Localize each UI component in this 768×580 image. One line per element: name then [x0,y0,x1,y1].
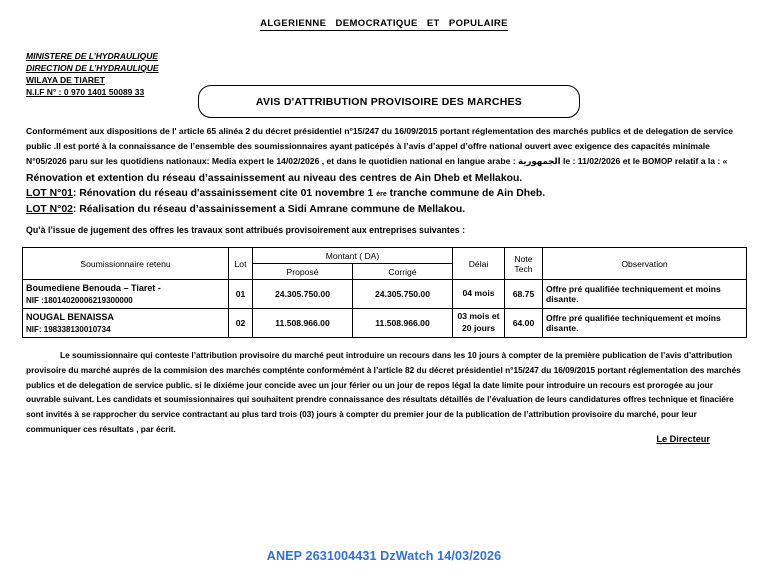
letterhead-wilaya: WILAYA DE TIARET [26,75,105,86]
th-propose: Proposé [253,264,353,280]
lot-text-1b: tranche commune de Ain Dheb. [386,188,546,199]
lot-item-2 [26,202,742,218]
row2-company-nif: NIF: 198338130010734 [26,324,111,334]
lot-text-1a: : Rénovation du réseau d'assainissement cite 01 novembre 1 [72,188,377,199]
cell-corrige: 11.508.966.00 [353,309,453,338]
table-lead-in: Qu’à l’issue de jugement des offres les travaux sont attribués provisoirement aux entreprises suivantes : [26,225,466,235]
intro-part3: relatif a la : « [672,156,728,167]
letterhead-nif: N.I.F N° : 0 970 1401 50089 33 [26,87,145,98]
th-corrige: Corrigé [353,264,453,280]
title-box [198,85,580,118]
row1-company-nif: NIF :18014020006219300000 [26,295,133,305]
th-observation: Observation [543,248,747,280]
th-lot: Lot [229,248,253,280]
cell-propose: 11.508.966.00 [253,309,353,338]
row2-delai-line2: 20 jours [462,323,495,333]
anep-footer: ANEP 2631004431 DzWatch 14/03/2026 [266,549,502,563]
lot-text-2a: : Réalisation du réseau d’assainissement a Sidi Amrane commune de Mellakou. [72,203,466,215]
letterhead-ministry: MINISTERE DE L’HYDRAULIQUE [26,51,159,61]
awards-table [22,247,747,338]
cell-soumissionnaire [23,309,229,338]
row1-delai-line1: 04 mois [462,288,495,299]
cell-note: 64.00 [505,309,543,338]
cell-note: 68.75 [505,280,543,309]
cell-lot: 01 [229,280,253,309]
letterhead [26,50,159,98]
lot-sup-1: ére [376,191,387,198]
cell-delai [453,280,505,309]
lot-label-1: LOT N°01 [26,188,73,199]
cell-delai [453,309,505,338]
table-row [23,309,747,338]
th-note-line1: Note [514,253,533,264]
cell-corrige: 24.305.750.00 [353,280,453,309]
cell-soumissionnaire [23,280,229,309]
lot-item-1 [26,186,742,202]
row2-delai-line1: 03 mois et [457,311,500,322]
nation-header [0,0,768,29]
th-delai: Délai [453,248,505,280]
page-title: AVIS D'ATTRIBUTION PROVISOIRE DES MARCHES [255,95,523,108]
intro-arabic-text: الجمهورية [518,157,561,168]
th-montant: Montant ( DA) [253,248,453,264]
nation-header-text: ALGERIENNE DEMOCRATIQUE ET POPULAIRE [260,18,508,29]
intro-part2: le : 11/02/2026 et le [560,156,643,167]
intro-part1: Conformément aux dispositions de l' article 65 alinéa 2 du décret présidentiel n°15/247 du 16/09/2015 portant réglementation des marchés publics et de delegation de service public .Il est porté à la connaissance de l’ensemble des soumissionnaires ayant paticépés à l’avis d’appel d’offre national ouvert avec exigence des capacités minimale N°05/2026 paru sur les quotidiens nationaux: Media expert le 14/02/2026 , et dans le quotidien national en langue arabe : [26,126,734,167]
closing-text: Le soumissionnaire qui conteste l’attribution provisoire du marché peut introduire un recours dans les 10 jours à compter de la première publication de l’avis d’attribution provisoire du marché auprés de la commision des marchés compténte conformémént à l’article 82 du décret présidentiel n°15/247 du 16/09/2015 portant réglementation des marchés publics et de delegation de service public. si le dixiéme jour concide avec un jour férier ou un jour de repos légal la date limite pour introduire un recours est prorogée au jour ouvrable suivant. Les candidats et soumissionnaires qui souhaitent prendre connaissance des résultats détaillés de l’évaluation de leurs candidatures offres technique et finaciére sont invités à se rapprocher du service contractant au plus tard trois (03) jours à compter du premier jour de la publication de l’attribution provisoire du marché, pour leur communiquer ces résultats , par écrit. [26,350,741,434]
lot-list [26,186,742,217]
th-note-tech [505,248,543,280]
letterhead-direction: DIRECTION DE L’HYDRAULIQUE [26,63,159,74]
signature-line: Le Directeur [656,434,710,444]
lot-label-2: LOT N°02 [26,203,73,215]
th-soumissionnaire: Soumissionnaire retenu [23,248,229,280]
row2-company-name: NOUGAL BENAISSA [26,311,114,322]
cell-observation: Offre pré qualifiée techniquement et moins disante. [543,280,747,309]
closing-paragraph [26,348,742,437]
th-note-line2: Tech [514,263,533,274]
cell-lot: 02 [229,309,253,338]
row1-company-name: Boumediene Benouda – Tiaret - [26,282,161,293]
table-header-row-1 [23,248,747,264]
cell-observation: Offre pré qualifiée techniquement et moins disante. [543,309,747,338]
intro-bomop: BOMOP [642,157,673,167]
intro-paragraph [26,124,742,188]
cell-propose: 24.305.750.00 [253,280,353,309]
intro-project-title: Rénovation et extention du réseau d’assainissement au niveau des centres de Ain Dheb et Mellakou. [26,173,523,185]
table-row [23,280,747,309]
